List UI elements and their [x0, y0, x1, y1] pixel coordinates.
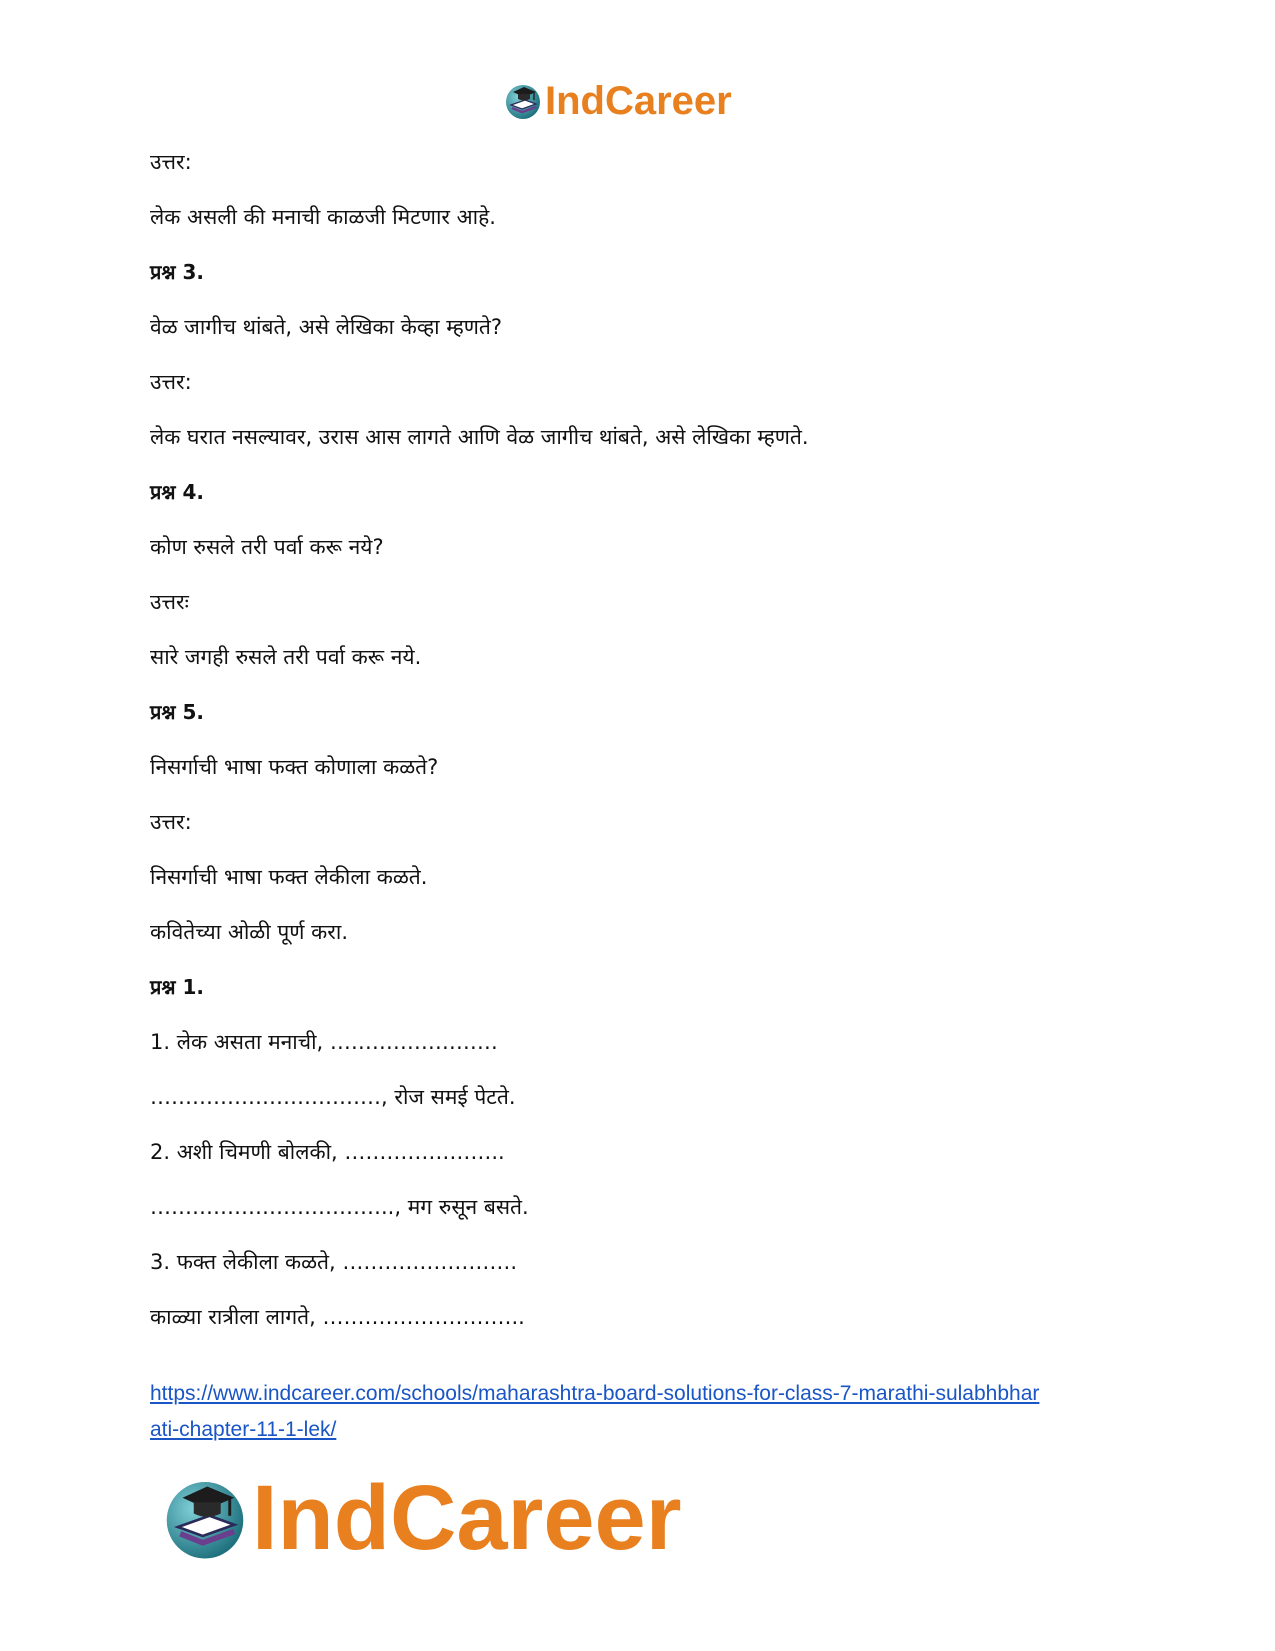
source-link-line-1[interactable]: https://www.indcareer.com/schools/maharashtra-board-solutions-for-class-7-marathi-sulabhbhar	[150, 1382, 1040, 1405]
header-logo	[503, 78, 732, 124]
text-line: 2. अशी चिमणी बोलकी, …………………..	[150, 1140, 505, 1164]
text-line: निसर्गाची भाषा फक्त कोणाला कळते?	[150, 755, 439, 779]
graduation-cap-book-globe-icon	[160, 1473, 250, 1563]
document-body	[150, 142, 1150, 1448]
text-line: 3. फक्त लेकीला कळते, …………………….	[150, 1250, 518, 1274]
text-line: लेक घरात नसल्यावर, उरास आस लागते आणि वेळ जागीच थांबते, असे लेखिका म्हणते.	[150, 425, 809, 449]
footer-logo	[160, 1468, 682, 1568]
text-line: …………………………….., मग रुसून बसते.	[150, 1195, 529, 1219]
text-line: काळ्या रात्रीला लागते, ………………………..	[150, 1305, 525, 1329]
graduation-cap-book-globe-icon	[503, 81, 543, 121]
text-line: उत्तरः	[150, 590, 189, 614]
text-line: ……………………………, रोज समई पेटते.	[150, 1085, 516, 1109]
text-line: निसर्गाची भाषा फक्त लेकीला कळते.	[150, 865, 428, 889]
text-line: उत्तर:	[150, 150, 192, 174]
text-line: सारे जगही रुसले तरी पर्वा करू नये.	[150, 645, 422, 669]
question-heading: प्रश्न 3.	[150, 260, 204, 284]
text-line: वेळ जागीच थांबते, असे लेखिका केव्हा म्हणते?	[150, 315, 503, 339]
question-heading: प्रश्न 5.	[150, 700, 204, 724]
spacer	[150, 1352, 1150, 1376]
text-line: कवितेच्या ओळी पूर्ण करा.	[150, 920, 348, 944]
header-logo-text: IndCareer	[545, 79, 732, 123]
text-line: लेक असली की मनाची काळजी मिटणार आहे.	[150, 205, 496, 229]
text-line: उत्तर:	[150, 810, 192, 834]
question-heading: प्रश्न 4.	[150, 480, 204, 504]
text-line: 1. लेक असता मनाची, ……………………	[150, 1030, 498, 1054]
question-heading: प्रश्न 1.	[150, 975, 204, 999]
source-link[interactable]	[150, 1376, 1150, 1448]
source-link-line-2[interactable]: ati-chapter-11-1-lek/	[150, 1418, 337, 1441]
footer-logo-text: IndCareer	[252, 1467, 682, 1569]
text-line: कोण रुसले तरी पर्वा करू नये?	[150, 535, 384, 559]
text-line: उत्तर:	[150, 370, 192, 394]
